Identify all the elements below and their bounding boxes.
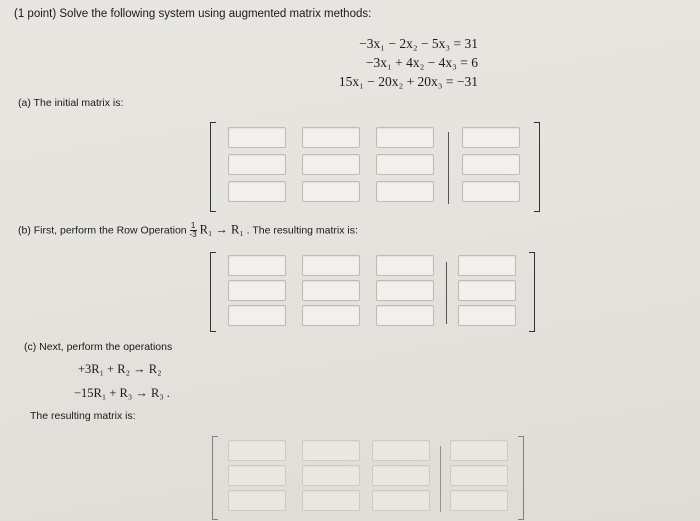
matrix-c-r1c1-input[interactable]: [228, 440, 286, 461]
matrix-b-r3c1-input[interactable]: [228, 305, 286, 326]
matrix-c-r2c1-input[interactable]: [228, 465, 286, 486]
left-bracket: [210, 122, 216, 212]
fraction-denominator: -3: [189, 230, 197, 239]
matrix-a-r1c2-input[interactable]: [302, 127, 360, 148]
matrix-a-r2c1-input[interactable]: [228, 154, 286, 175]
part-c-label: (c) Next, perform the operations: [24, 341, 173, 353]
part-b-suffix: . The resulting matrix is:: [246, 224, 358, 237]
row-op-fraction: [190, 222, 197, 239]
part-a-label: (a) The initial matrix is:: [18, 97, 124, 109]
part-c-result-label: The resulting matrix is:: [30, 410, 136, 422]
matrix-a-r3c3-input[interactable]: [376, 181, 434, 202]
matrix-b-r2c4-input[interactable]: [458, 280, 516, 301]
row-op-2: −15R₁ + R₃ → R₃ .: [74, 386, 170, 400]
right-bracket: [529, 252, 535, 332]
matrix-c-r1c4-input[interactable]: [450, 440, 508, 461]
row-op-1: +3R₁ + R₂ → R₂: [78, 362, 162, 376]
matrix-c-r2c2-input[interactable]: [302, 465, 360, 486]
augment-divider: [446, 262, 447, 324]
matrix-a: [210, 122, 540, 212]
matrix-a-r2c4-input[interactable]: [462, 154, 520, 175]
fraction-numerator: 1: [190, 221, 196, 230]
part-b-prefix: (b) First, perform the Row Operation: [18, 224, 187, 237]
augment-divider: [448, 132, 449, 204]
matrix-b-r1c3-input[interactable]: [376, 255, 434, 276]
matrix-a-r1c3-input[interactable]: [376, 127, 434, 148]
matrix-b-r2c3-input[interactable]: [376, 280, 434, 301]
matrix-c-r3c4-input[interactable]: [450, 490, 508, 511]
matrix-b-r2c2-input[interactable]: [302, 280, 360, 301]
equation-1: −3x₁ − 2x₂ − 5x₃ = 31: [359, 36, 478, 51]
row-op: R₁ → R₁: [199, 222, 244, 237]
matrix-c-r3c2-input[interactable]: [302, 490, 360, 511]
problem-title: (1 point) Solve the following system using augmented matrix methods:: [14, 8, 372, 20]
matrix-c-r1c3-input[interactable]: [372, 440, 430, 461]
part-b-label: [18, 222, 358, 239]
matrix-c-r2c3-input[interactable]: [372, 465, 430, 486]
matrix-b-r1c1-input[interactable]: [228, 255, 286, 276]
matrix-a-r2c2-input[interactable]: [302, 154, 360, 175]
matrix-c-r3c1-input[interactable]: [228, 490, 286, 511]
matrix-a-r3c2-input[interactable]: [302, 181, 360, 202]
matrix-a-r1c4-input[interactable]: [462, 127, 520, 148]
matrix-b-r3c2-input[interactable]: [302, 305, 360, 326]
matrix-c: [212, 436, 524, 520]
matrix-b-r1c2-input[interactable]: [302, 255, 360, 276]
equation-3: 15x₁ − 20x₂ + 20x₃ = −31: [338, 74, 478, 89]
matrix-c-r1c2-input[interactable]: [302, 440, 360, 461]
augment-divider: [440, 446, 441, 512]
left-bracket: [212, 436, 218, 520]
right-bracket: [518, 436, 524, 520]
matrix-b-r1c4-input[interactable]: [458, 255, 516, 276]
left-bracket: [210, 252, 216, 332]
matrix-a-r3c4-input[interactable]: [462, 181, 520, 202]
matrix-c-r3c3-input[interactable]: [372, 490, 430, 511]
matrix-a-r2c3-input[interactable]: [376, 154, 434, 175]
matrix-b-r2c1-input[interactable]: [228, 280, 286, 301]
equation-2: −3x₁ + 4x₂ − 4x₃ = 6: [365, 55, 478, 70]
right-bracket: [534, 122, 540, 212]
matrix-c-r2c4-input[interactable]: [450, 465, 508, 486]
matrix-a-r3c1-input[interactable]: [228, 181, 286, 202]
matrix-b: [210, 252, 535, 332]
matrix-b-r3c3-input[interactable]: [376, 305, 434, 326]
matrix-b-r3c4-input[interactable]: [458, 305, 516, 326]
matrix-a-r1c1-input[interactable]: [228, 127, 286, 148]
